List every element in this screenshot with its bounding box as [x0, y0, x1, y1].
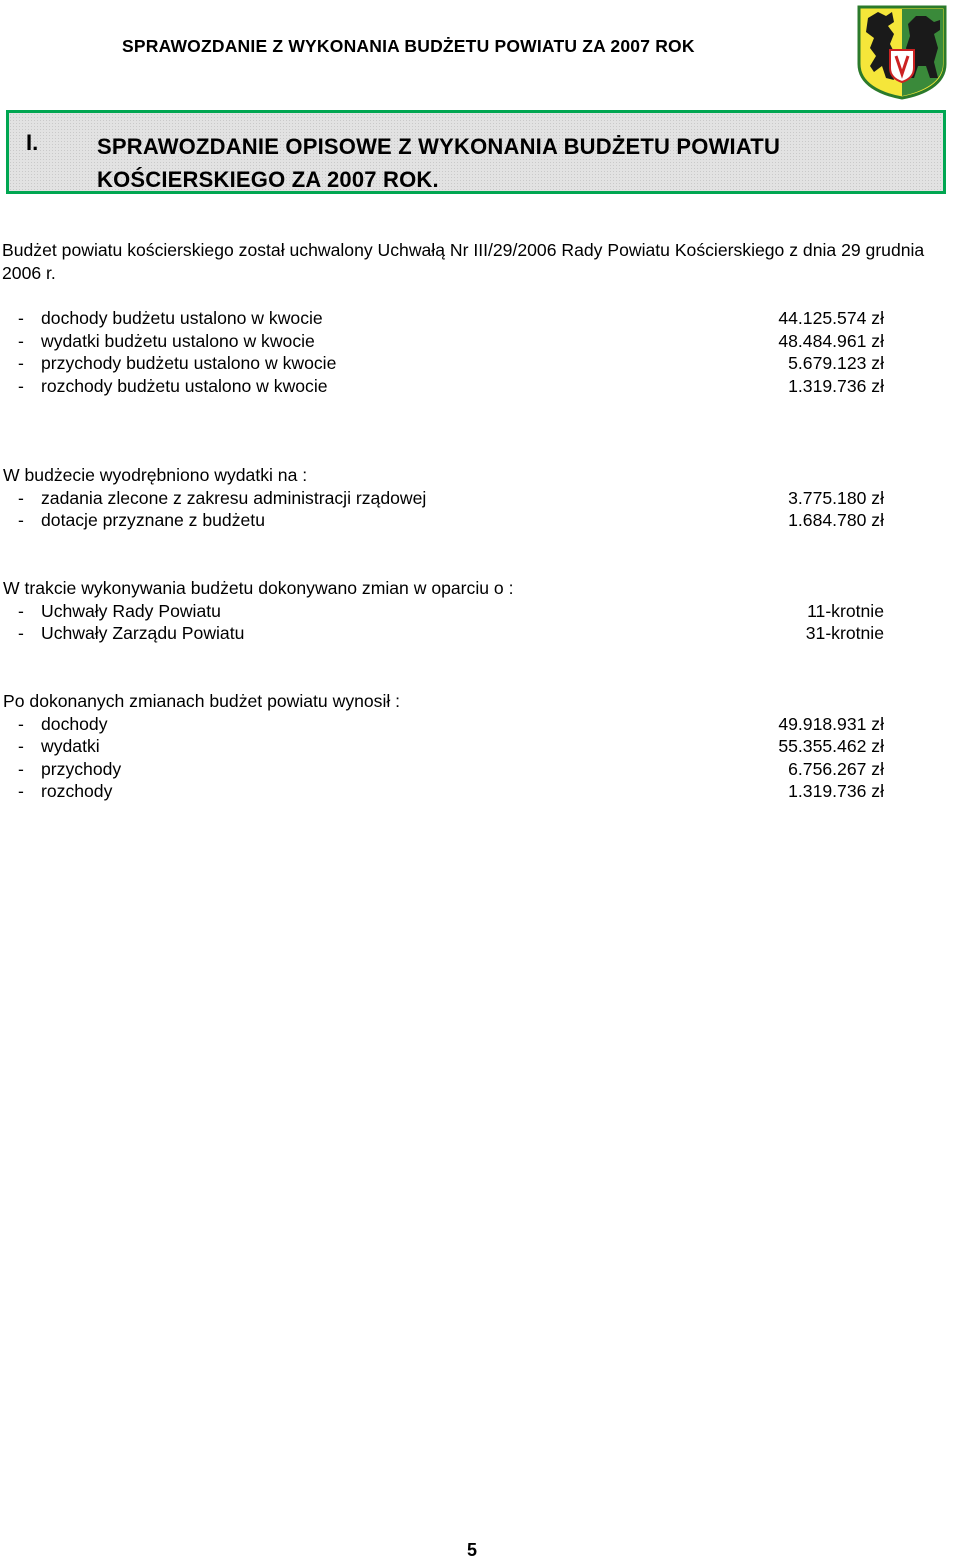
item-value: 1.319.736 zł [788, 781, 884, 801]
item-label: Uchwały Rady Powiatu [41, 601, 221, 621]
item-value: 49.918.931 zł [778, 714, 884, 734]
item-value: 11-krotnie [807, 601, 884, 621]
item-value: 5.679.123 zł [788, 353, 884, 373]
item-label: wydatki [41, 736, 100, 756]
list-item [0, 509, 960, 531]
list-item [0, 622, 960, 644]
list-item [0, 352, 960, 374]
list-item [0, 330, 960, 352]
list-item [0, 758, 960, 780]
item-value: 31-krotnie [805, 623, 884, 643]
list-dash: - [18, 759, 24, 779]
item-label: przychody budżetu ustalono w kwocie [41, 353, 337, 373]
list-dash: - [18, 488, 24, 508]
budget-changes-heading: W trakcie wykonywania budżetu dokonywano zmian w oparciu o : [3, 578, 514, 598]
item-value: 1.684.780 zł [788, 510, 884, 530]
list-dash: - [18, 736, 24, 756]
list-item [0, 600, 960, 622]
item-label: Uchwały Zarządu Powiatu [41, 623, 245, 643]
item-value: 1.319.736 zł [788, 376, 884, 396]
list-dash: - [18, 308, 24, 328]
document-header-title: SPRAWOZDANIE Z WYKONANIA BUDŻETU POWIATU ZA 2007 ROK [122, 36, 695, 56]
item-value: 6.756.267 zł [788, 759, 884, 779]
list-dash: - [18, 510, 24, 530]
item-value: 48.484.961 zł [778, 331, 884, 351]
item-label: rozchody budżetu ustalono w kwocie [41, 376, 328, 396]
list-dash: - [18, 601, 24, 621]
section-title: SPRAWOZDANIE OPISOWE Z WYKONANIA BUDŻETU POWIATU KOŚCIERSKIEGO ZA 2007 ROK. [97, 134, 781, 192]
item-label: dochody budżetu ustalono w kwocie [41, 308, 323, 328]
item-label: przychody [41, 759, 122, 779]
list-item [0, 375, 960, 397]
item-label: dotacje przyznane z budżetu [41, 510, 265, 530]
page-number: 5 [467, 1540, 478, 1560]
list-dash: - [18, 376, 24, 396]
intro-paragraph: Budżet powiatu kościerskiego został uchwalony Uchwałą Nr III/29/2006 Rady Powiatu Kościerskiego z dnia 29 grudnia 2006 r. [2, 240, 925, 283]
list-item [0, 307, 960, 329]
list-item [0, 487, 960, 509]
separated-expenses-heading: W budżecie wyodrębniono wydatki na : [3, 465, 308, 485]
list-dash: - [18, 353, 24, 373]
list-dash: - [18, 623, 24, 643]
list-dash: - [18, 714, 24, 734]
item-value: 55.355.462 zł [778, 736, 884, 756]
list-dash: - [18, 781, 24, 801]
list-item [0, 780, 960, 802]
final-budget-heading: Po dokonanych zmianach budżet powiatu wynosił : [3, 691, 401, 711]
item-label: rozchody [41, 781, 113, 801]
list-item [0, 713, 960, 735]
item-value: 44.125.574 zł [778, 308, 884, 328]
item-label: dochody [41, 714, 108, 734]
list-item [0, 735, 960, 757]
item-value: 3.775.180 zł [788, 488, 884, 508]
item-label: wydatki budżetu ustalono w kwocie [41, 331, 315, 351]
section-number: I. [26, 130, 39, 155]
coat-of-arms-icon [856, 4, 948, 100]
item-label: zadania zlecone z zakresu administracji rządowej [41, 488, 427, 508]
section-heading-box [6, 110, 946, 194]
list-dash: - [18, 331, 24, 351]
